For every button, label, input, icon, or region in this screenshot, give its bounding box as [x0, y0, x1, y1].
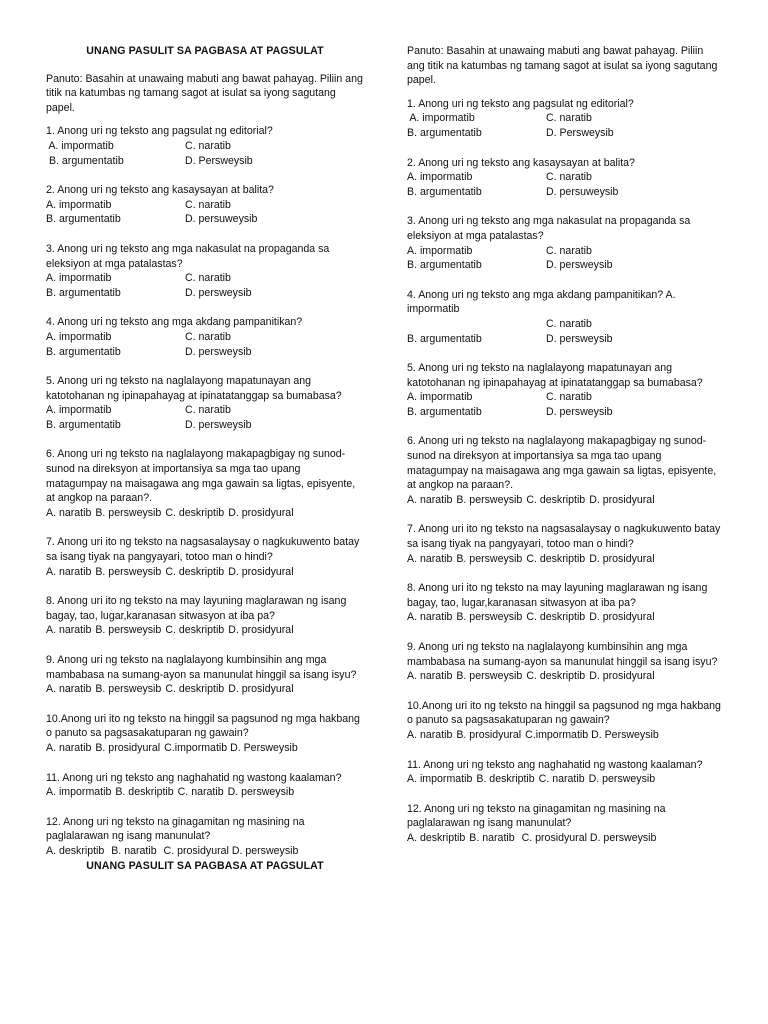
question-item	[407, 758, 723, 787]
question-item	[407, 214, 723, 272]
question-text: 10.Anong uri ito ng teksto na hinggil sa pagsunod ng mga hakbang o panuto sa pagsasakatuparan ng gawain?	[46, 712, 360, 740]
answer-option: A. impormatib	[46, 404, 112, 417]
answer-option: A. naratib	[407, 728, 453, 741]
answer-option: D. persweysib	[588, 773, 656, 786]
answer-option: A. naratib	[46, 683, 92, 696]
answer-option: A. naratib	[407, 552, 453, 565]
answer-option: A. impormatib	[46, 198, 112, 211]
answer-options	[407, 772, 723, 787]
answer-option: C. naratib	[546, 244, 592, 257]
answer-option: A. naratib	[46, 741, 92, 754]
answer-option: D. persweysib	[227, 786, 295, 799]
question-item	[407, 434, 723, 507]
answer-option: B. persweysib	[95, 683, 162, 696]
answer-option: C. deskriptib	[526, 552, 586, 565]
question-item	[407, 156, 723, 200]
answer-option: B. argumentatib	[407, 332, 482, 345]
answer-option: C. deskriptib	[526, 493, 586, 506]
answer-option: B. deskriptib	[476, 773, 535, 786]
right-column	[407, 0, 723, 846]
answer-options	[46, 271, 364, 300]
question-text: 3. Anong uri ng teksto ang mga nakasulat na propaganda sa eleksiyon at mga patalastas?	[407, 215, 691, 242]
question-item	[407, 97, 723, 141]
answer-option: A. impormatib	[407, 391, 473, 404]
question-item	[407, 522, 723, 566]
answer-option: B. argumentatib	[407, 405, 482, 418]
answer-option: B. persweysib	[456, 611, 523, 624]
answer-option: B. prosidyural	[95, 741, 161, 754]
question-text: 5. Anong uri ng teksto na naglalayong mapatunayan ang katotohanan ng ipinapahayag at ipinatatanggap sa bumabasa?	[407, 362, 703, 389]
question-text: 7. Anong uri ito ng teksto na nagsasalaysay o nagkukuwento batay sa isang tiyak na pangyayari, totoo man o hindi?	[407, 523, 721, 551]
answer-options	[46, 741, 364, 756]
left-column	[46, 0, 364, 873]
page-title-footer: UNANG PASULIT SA PAGBASA AT PAGSULAT	[86, 859, 324, 872]
answer-option: A. impormatib	[46, 786, 112, 799]
question-item	[46, 771, 364, 800]
question-list	[407, 97, 723, 846]
answer-option: B. argumentatib	[46, 154, 124, 167]
answer-option: B. deskriptib	[115, 786, 174, 799]
answer-option: C.impormatib D. Persweysib	[164, 741, 298, 754]
question-item	[407, 699, 723, 743]
answer-option: A. impormatib	[46, 272, 112, 285]
answer-option: A. naratib	[46, 624, 92, 637]
answer-option: C. naratib	[185, 198, 231, 211]
answer-option: C. prosidyural D. persweysib	[518, 831, 657, 844]
answer-option: D. persweysib	[185, 418, 252, 431]
answer-option: B. persweysib	[95, 624, 162, 637]
answer-option: D. prosidyural	[228, 683, 294, 696]
question-text: 12. Anong uri ng teksto na ginagamitan ng masining na paglalarawan ng isang manunulat?	[407, 802, 666, 830]
answer-option: D. persuweysib	[546, 185, 619, 198]
answer-option: D. prosidyural	[589, 493, 655, 506]
question-item	[407, 288, 723, 346]
answer-option: D. Persweysib	[546, 126, 614, 139]
question-item	[46, 815, 364, 859]
answer-option: C. naratib	[177, 786, 224, 799]
answer-options	[46, 330, 364, 359]
answer-option: C. deskriptib	[165, 565, 225, 578]
question-item	[407, 581, 723, 625]
question-item	[46, 315, 364, 359]
answer-option: C. naratib	[546, 391, 592, 404]
answer-option: B. argumentatib	[407, 185, 482, 198]
question-text: 1. Anong uri ng teksto ang pagsulat ng editorial?	[407, 97, 634, 110]
question-item	[46, 535, 364, 579]
answer-option: D. prosidyural	[589, 670, 655, 683]
answer-option: B. persweysib	[95, 565, 162, 578]
answer-option: C. deskriptib	[526, 670, 586, 683]
question-text: 9. Anong uri ng teksto na naglalayong kumbinsihin ang mga mambabasa na sumang-ayon sa manunulat hinggil sa isang isyu?	[46, 654, 357, 681]
answer-option: C. naratib	[546, 112, 592, 125]
answer-options	[46, 785, 364, 800]
question-text: 11. Anong uri ng teksto ang naghahatid ng wastong kaalaman?	[46, 771, 342, 784]
answer-option: C. deskriptib	[165, 624, 225, 637]
answer-option: C.impormatib D. Persweysib	[525, 728, 659, 741]
answer-options	[407, 728, 723, 743]
answer-option: B. persweysib	[456, 552, 523, 565]
question-item	[46, 653, 364, 697]
question-item	[46, 712, 364, 756]
answer-options	[407, 170, 723, 199]
question-text: 9. Anong uri ng teksto na naglalayong kumbinsihin ang mga mambabasa na sumang-ayon sa manunulat hinggil sa isang isyu?	[407, 641, 718, 668]
answer-options	[407, 552, 723, 567]
answer-options	[46, 198, 364, 227]
answer-option: A. deskriptib	[407, 831, 466, 844]
answer-option: D. persweysib	[185, 345, 252, 358]
question-item	[46, 594, 364, 638]
answer-option: C. naratib	[185, 330, 231, 343]
answer-options	[407, 831, 723, 846]
question-item	[46, 374, 364, 432]
answer-option: D. persuweysib	[185, 213, 258, 226]
answer-options	[407, 244, 723, 273]
answer-option: D. persweysib	[546, 259, 613, 272]
answer-option	[407, 317, 546, 332]
answer-option: A. impormatib	[46, 330, 112, 343]
answer-options	[407, 610, 723, 625]
answer-option: C. naratib	[185, 272, 231, 285]
answer-option: D. persweysib	[546, 405, 613, 418]
answer-option: B. persweysib	[456, 493, 523, 506]
answer-option: B. persweysib	[95, 506, 162, 519]
instructions: Panuto: Basahin at unawaing mabuti ang bawat pahayag. Piliin ang titik na katumbas ng tamang sagot at isulat sa iyong sagutang papel.	[46, 72, 363, 114]
question-text: 2. Anong uri ng teksto ang kasaysayan at balita?	[46, 184, 274, 197]
question-text: 7. Anong uri ito ng teksto na nagsasalaysay o nagkukuwento batay sa isang tiyak na pangyayari, totoo man o hindi?	[46, 536, 360, 564]
question-text: 1. Anong uri ng teksto ang pagsulat ng editorial?	[46, 125, 273, 138]
question-item	[46, 447, 364, 520]
question-item	[46, 242, 364, 300]
answer-option: D. prosidyural	[228, 624, 294, 637]
answer-option: D. prosidyural	[589, 552, 655, 565]
answer-option: B. argumentatib	[46, 418, 121, 431]
page-title: UNANG PASULIT SA PAGBASA AT PAGSULAT	[86, 45, 324, 57]
answer-option: C. deskriptib	[165, 683, 225, 696]
question-item	[46, 183, 364, 227]
answer-option: A. naratib	[46, 565, 92, 578]
answer-option: D. persweysib	[185, 286, 252, 299]
answer-option: A. deskriptib	[46, 844, 105, 857]
answer-option: D. prosidyural	[589, 611, 655, 624]
answer-options	[407, 390, 723, 419]
answer-options	[407, 669, 723, 684]
answer-option: A. naratib	[46, 506, 92, 519]
answer-option: C. naratib	[546, 171, 592, 184]
answer-option: C. deskriptib	[526, 611, 586, 624]
answer-option: C. naratib	[185, 139, 231, 152]
answer-option: A. impormatib	[407, 244, 473, 257]
answer-option: C. deskriptib	[165, 506, 225, 519]
question-text: 10.Anong uri ito ng teksto na hinggil sa pagsunod ng mga hakbang o panuto sa pagsasakatuparan ng gawain?	[407, 699, 721, 727]
answer-option: A. impormatib	[407, 171, 473, 184]
answer-option: D. prosidyural	[228, 565, 294, 578]
answer-options	[46, 844, 364, 859]
answer-options	[46, 506, 364, 521]
question-item	[407, 802, 723, 846]
question-text: 11. Anong uri ng teksto ang naghahatid ng wastong kaalaman?	[407, 758, 703, 771]
question-text: 2. Anong uri ng teksto ang kasaysayan at balita?	[407, 156, 635, 169]
answer-option: C. naratib	[185, 404, 231, 417]
answer-option: A. naratib	[407, 493, 453, 506]
answer-option: B. naratib	[108, 844, 157, 857]
answer-option: B. argumentatib	[46, 345, 121, 358]
question-text: 6. Anong uri ng teksto na naglalayong makapagbigay ng sunod-sunod na direksyon at importansiya sa mga tao upang matagumpay na maisagawa ang mga gawain sa ligtas, episyente, at angkop na paraan?.	[407, 435, 717, 492]
answer-option: C. prosidyural D. persweysib	[160, 844, 299, 857]
answer-option: D. persweysib	[546, 332, 613, 345]
question-text: 6. Anong uri ng teksto na naglalayong makapagbigay ng sunod-sunod na direksyon at importansiya sa mga tao upang matagumpay na maisagawa ang mga gawain sa ligtas, episyente, at angkop na paraan?.	[46, 448, 356, 505]
question-text: 4. Anong uri ng teksto ang mga akdang pampanitikan? A. impormatib	[407, 288, 676, 316]
question-text: 4. Anong uri ng teksto ang mga akdang pampanitikan?	[46, 316, 303, 329]
answer-option: B. naratib	[469, 831, 515, 844]
answer-option: A. impormatib	[46, 139, 114, 152]
answer-option: B. argumentatib	[46, 286, 121, 299]
answer-option: D. Persweysib	[185, 154, 253, 167]
answer-options	[46, 403, 364, 432]
answer-option: B. argumentatib	[407, 126, 482, 139]
answer-options	[46, 139, 364, 168]
answer-option: A. impormatib	[407, 773, 473, 786]
answer-option: B. argumentatib	[407, 259, 482, 272]
answer-options	[46, 682, 364, 697]
instructions: Panuto: Basahin at unawaing mabuti ang bawat pahayag. Piliin ang titik na katumbas ng tamang sagot at isulat sa iyong sagutang papel.	[407, 45, 718, 87]
answer-options	[407, 317, 723, 346]
question-text: 8. Anong uri ito ng teksto na may layuning maglarawan ng isang bagay, tao, lugar,karanasan sitwasyon at iba pa?	[407, 582, 708, 609]
answer-option: B. prosidyural	[456, 728, 522, 741]
question-list	[46, 124, 364, 858]
answer-option: A. naratib	[407, 611, 453, 624]
answer-option: A. impormatib	[407, 112, 475, 125]
question-text: 3. Anong uri ng teksto ang mga nakasulat na propaganda sa eleksiyon at mga patalastas?	[46, 242, 330, 270]
answer-options	[407, 493, 723, 508]
answer-options	[46, 565, 364, 580]
question-text: 12. Anong uri ng teksto na ginagamitan ng masining na paglalarawan ng isang manunulat?	[46, 815, 305, 843]
question-item	[407, 640, 723, 684]
question-item	[46, 124, 364, 168]
answer-option: B. persweysib	[456, 670, 523, 683]
question-text: 8. Anong uri ito ng teksto na may layuning maglarawan ng isang bagay, tao, lugar,karanasan sitwasyon at iba pa?	[46, 595, 347, 622]
question-item	[407, 361, 723, 419]
question-text: 5. Anong uri ng teksto na naglalayong mapatunayan ang katotohanan ng ipinapahayag at ipinatatanggap sa bumabasa?	[46, 375, 342, 402]
answer-option: C. naratib	[538, 773, 585, 786]
answer-options	[46, 623, 364, 638]
answer-options	[407, 111, 723, 140]
answer-option: A. naratib	[407, 670, 453, 683]
answer-option: D. prosidyural	[228, 506, 294, 519]
answer-option: C. naratib	[546, 317, 592, 330]
answer-option: B. argumentatib	[46, 213, 121, 226]
